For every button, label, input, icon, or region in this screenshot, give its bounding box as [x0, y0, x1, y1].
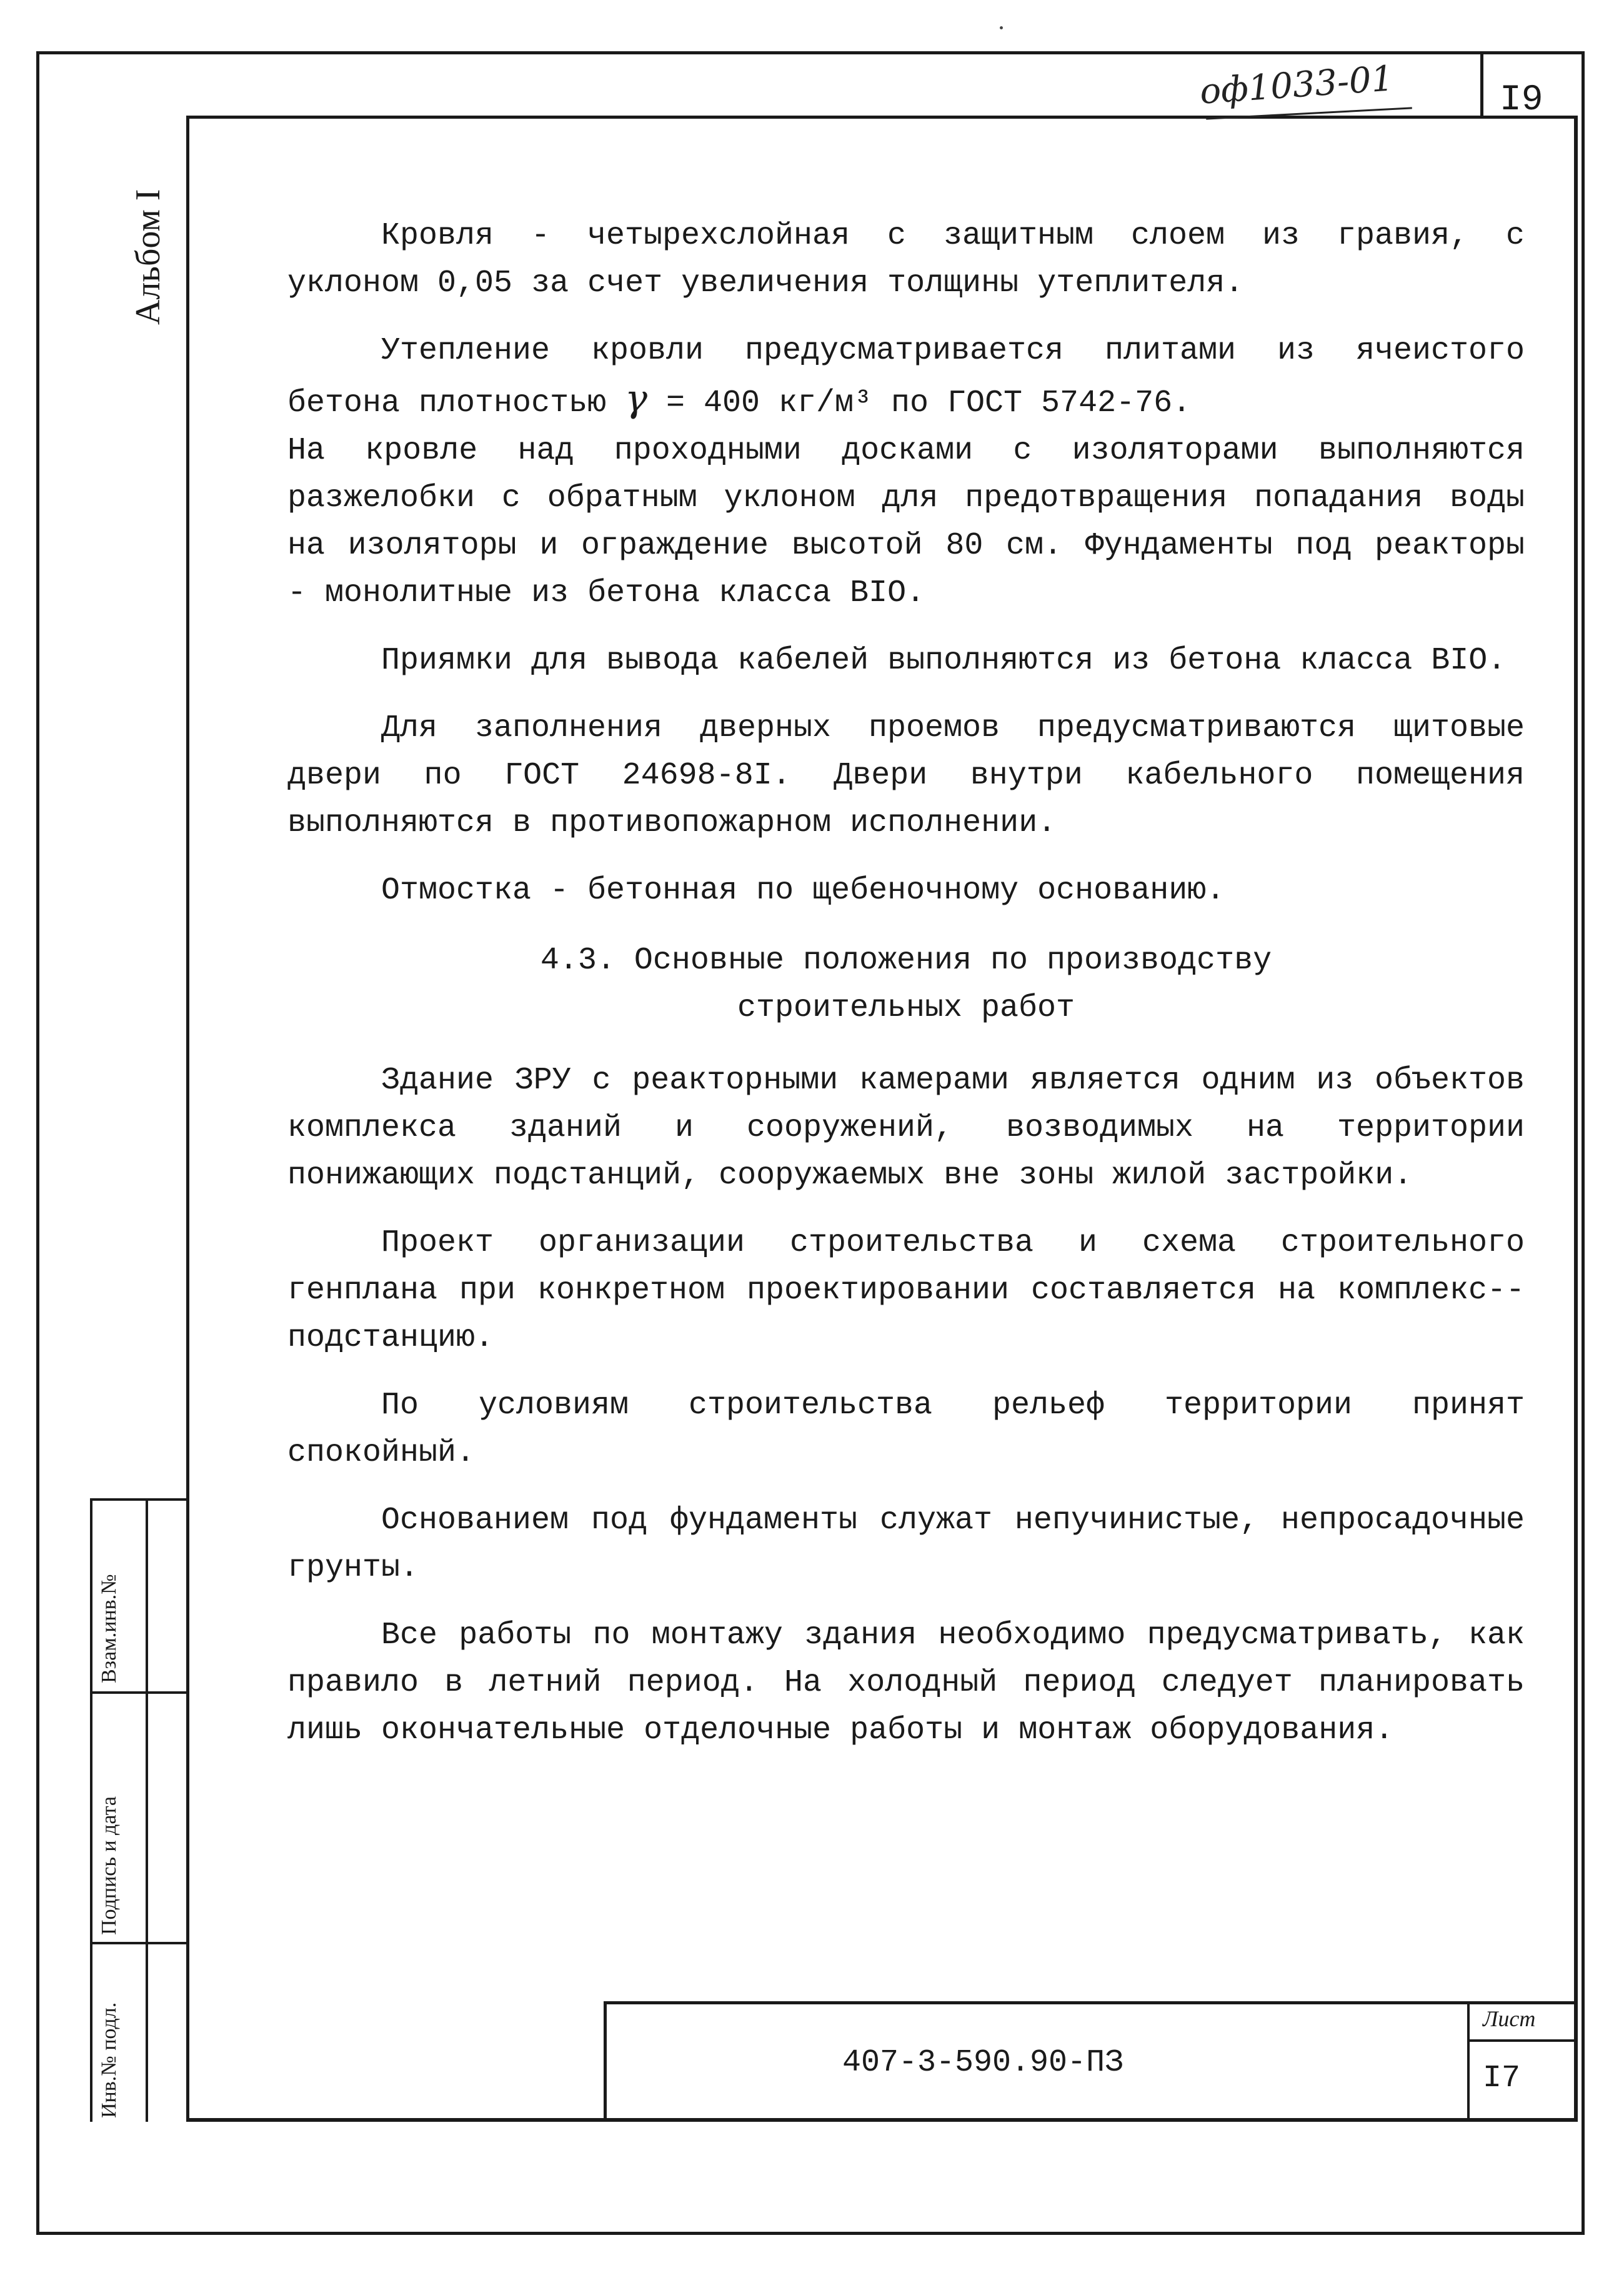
paragraph-pits: Приямки для вывода кабелей выполняются из бетона класса BIO. [381, 643, 1507, 679]
paragraph-insulation-text-a: Утепление кровли предусматривается плитами из ячеистого бетона плотностью [287, 333, 1525, 421]
paragraph-foundation: Основанием под фундаменты служат непучинистые, непросадочные грунты. [287, 1503, 1525, 1586]
document-body [287, 212, 1525, 1774]
side-stamp-row-line [92, 1942, 186, 1944]
side-stamp-table [90, 1498, 186, 2122]
paragraph-insulation [287, 327, 1525, 427]
paragraph-building: Здание ЗРУ с реакторными камерами является одним из объектов комплекса зданий и сооружений, возводимых на территории понижающих подстанций, сооружаемых вне зоны жилой застройки. [287, 1063, 1525, 1193]
sheet-box-divider-horizontal [1467, 2039, 1578, 2042]
page-number: I9 [1500, 80, 1543, 121]
paragraph-blind-area: Отмостка - бетонная по щебеночному основанию. [381, 873, 1225, 908]
paragraph-roof: Кровля - четырехслойная с защитным слоем из гравия, с уклоном 0,05 за счет увеличения толщины утеплителя. [287, 218, 1525, 301]
sheet-box-divider [1467, 2001, 1470, 2122]
document-code: 407-3-590.90-ПЗ [842, 2045, 1124, 2081]
side-stamp-column-line [146, 1501, 148, 2122]
section-heading [287, 937, 1525, 1032]
paragraph-relief: По условиям строительства рельеф территории принят спокойный. [287, 1388, 1525, 1471]
paragraph-doors: Для заполнения дверных проемов предусматриваются щитовые двери по ГОСТ 24698-8I. Двери внутри кабельного помещения выполняются в противопожарном исполнении. [287, 710, 1525, 841]
paragraph-works: Все работы по монтажу здания необходимо предусматривать, как правило в летний период. На холодный период следует планировать лишь окончательные отделочные работы и монтаж оборудования. [287, 1618, 1525, 1748]
sheet-number: I7 [1483, 2061, 1521, 2096]
paragraph-roof-gutters: На кровле над проходными досками с изоляторами выполняются разжелобки с обратным уклоном для предотвращения попадания воды на изоляторы и ограждение высотой 80 см. Фундаменты под реакторы - монолитные из бетона класса BIO. [287, 433, 1525, 611]
sheet-label: Лист [1483, 2006, 1536, 2031]
album-label: Альбом I [129, 189, 167, 325]
scan-dot [1000, 26, 1003, 29]
side-stamp-inv-podl: Инв.№ подл. [97, 2002, 121, 2118]
side-stamp-row-line [92, 1691, 186, 1694]
paragraph-insulation-text-b: = 400 кг/м³ по ГОСТ 5742-76. [647, 385, 1192, 421]
gamma-symbol: γ [625, 377, 647, 420]
side-stamp-vzam-inv: Взам.инв.№ [97, 1574, 121, 1683]
section-heading-line2: строительных работ [737, 990, 1075, 1026]
paragraph-project: Проект организации строительства и схема строительного генплана при конкретном проектировании составляется на комплекс--подстанцию. [287, 1225, 1525, 1356]
handwritten-code: оф1033-01 [1198, 58, 1395, 112]
side-stamp-signature-date: Подпись и дата [97, 1796, 121, 1935]
section-heading-line1: 4.3. Основные положения по производству [540, 943, 1272, 978]
